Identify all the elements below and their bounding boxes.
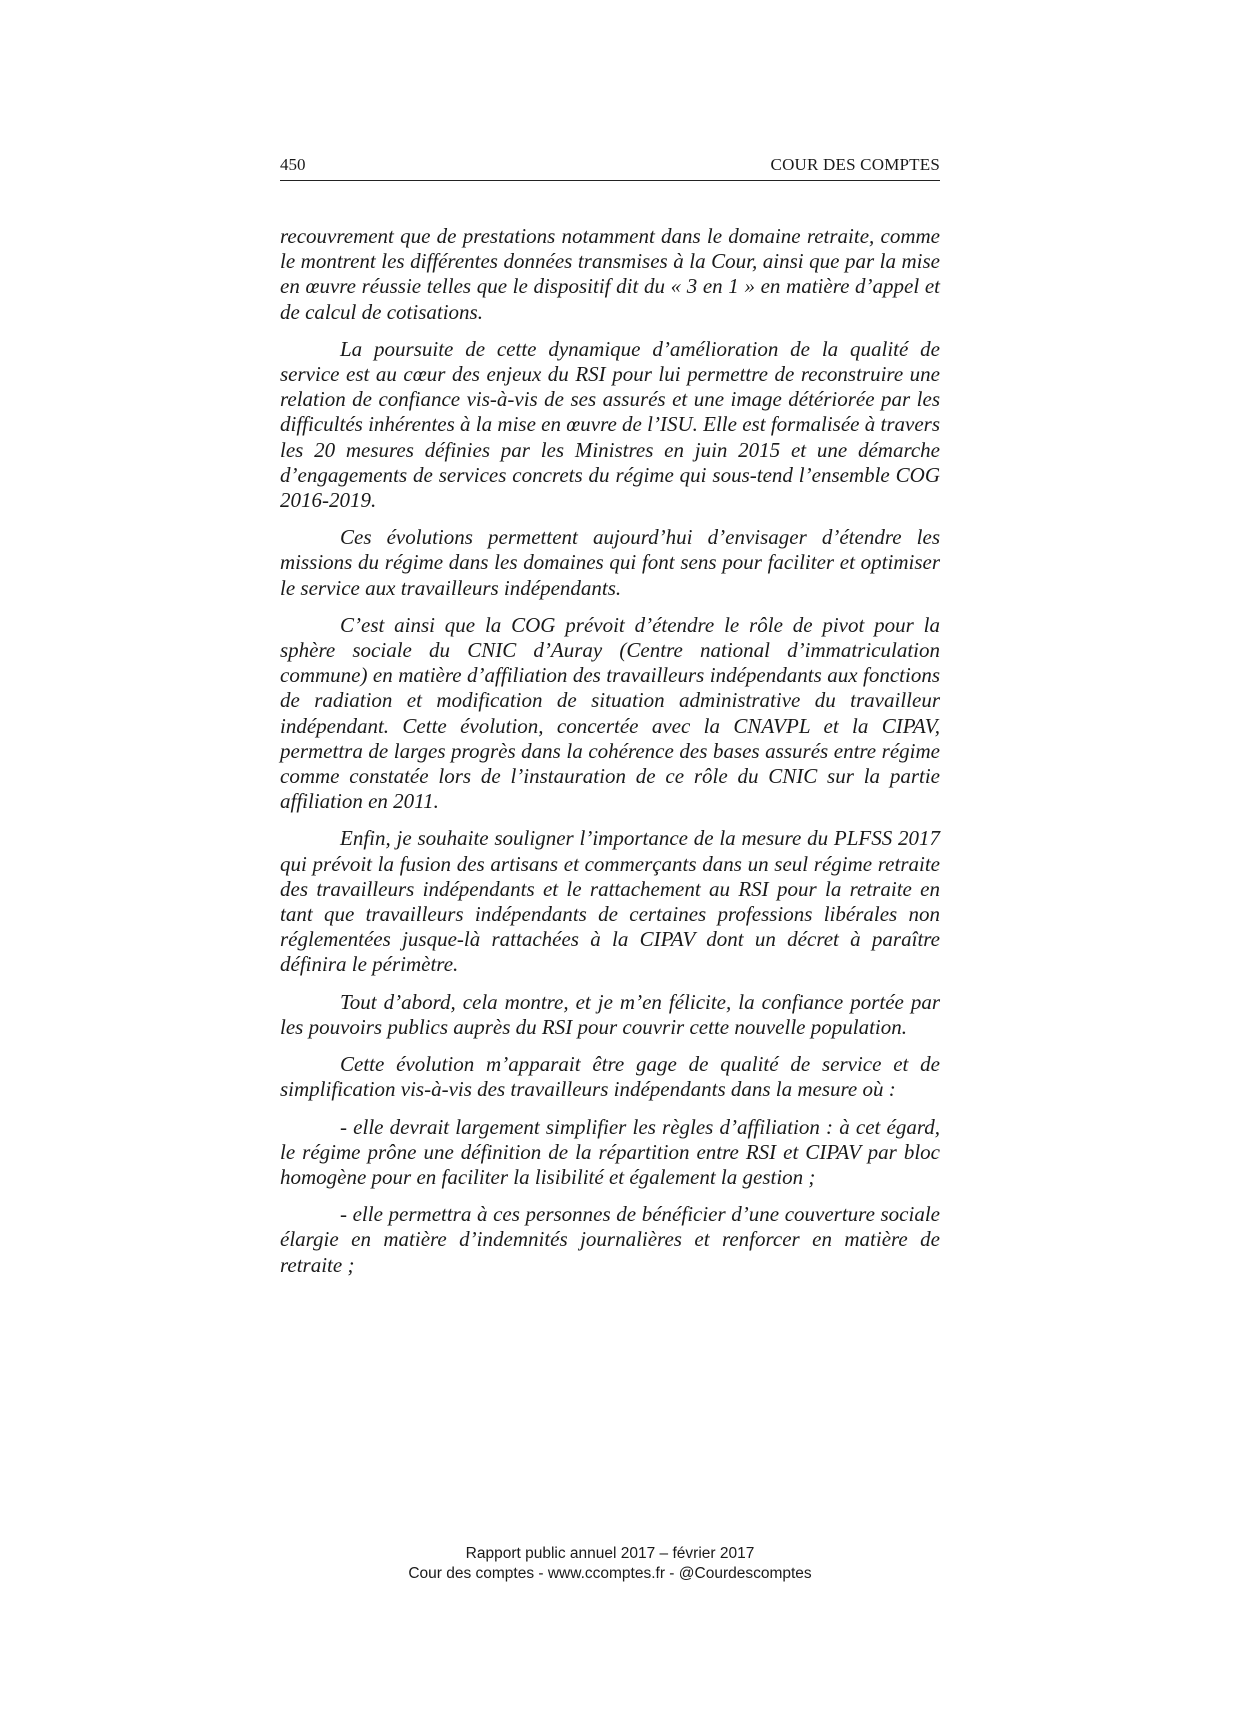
body-text — [280, 224, 940, 1290]
page-number: 450 — [280, 155, 306, 174]
paragraph: Tout d’abord, cela montre, et je m’en félicite, la confiance portée par les pouvoirs publics auprès du RSI pour couvrir cette nouvelle population. — [280, 989, 940, 1039]
list-item: - elle permettra à ces personnes de bénéficier d’une couverture sociale élargie en matière d’indemnités journalières et renforcer en matière de retraite ; — [280, 1202, 940, 1277]
paragraph: La poursuite de cette dynamique d’amélioration de la qualité de service est au cœur des enjeux du RSI pour lui permettre de reconstruire une relation de confiance vis-à-vis de ses assurés et une image détériorée par les difficultés inhérentes à la mise en œuvre de l’ISU. Elle est formalisée à travers les 20 mesures définies par les Ministres en juin 2015 et une démarche d’engagements de services concrets du régime qui sous-tend l’ensemble COG 2016-2019. — [280, 336, 940, 513]
paragraph: recouvrement que de prestations notamment dans le domaine retraite, comme le montrent les différentes données transmises à la Cour, ainsi que par la mise en œuvre réussie telles que le dispositif dit du « 3 en 1 » en matière d’appel et de calcul de cotisations. — [280, 224, 940, 324]
page-header — [280, 150, 940, 181]
list-item: - elle devrait largement simplifier les règles d’affiliation : à cet égard, le régime prône une définition de la répartition entre RSI et CIPAV par bloc homogène pour en faciliter la lisibilité et également la gestion ; — [280, 1114, 940, 1189]
paragraph: Enfin, je souhaite souligner l’importance de la mesure du PLFSS 2017 qui prévoit la fusion des artisans et commerçants dans un seul régime retraite des travailleurs indépendants et le rattachement au RSI pour la retraite en tant que travailleurs indépendants de certaines professions libérales non réglementées jusque-là rattachées à la CIPAV dont un décret à paraître définira le périmètre. — [280, 826, 940, 977]
paragraph: Ces évolutions permettent aujourd’hui d’envisager d’étendre les missions du régime dans les domaines qui font sens pour faciliter et optimiser le service aux travailleurs indépendants. — [280, 525, 940, 600]
paragraph: C’est ainsi que la COG prévoit d’étendre le rôle de pivot pour la sphère sociale du CNIC d’Auray (Centre national d’immatriculation commune) en matière d’affiliation des travailleurs indépendants aux fonctions de radiation et modification de situation administrative du travailleur indépendant. Cette évolution, concertée avec la CNAVPL et la CIPAV, permettra de larges progrès dans la cohérence des bases assurés entre régime comme constatée lors de l’instauration de ce rôle du CNIC sur la partie affiliation en 2011. — [280, 612, 940, 814]
footer-report-title: Rapport public annuel 2017 – février 2017 — [465, 1545, 755, 1562]
paragraph: Cette évolution m’apparait être gage de qualité de service et de simplification vis-à-vis des travailleurs indépendants dans la mesure où : — [280, 1052, 940, 1102]
running-title: COUR DES COMPTES — [770, 155, 940, 174]
footer-publisher: Cour des comptes - www.ccomptes.fr - @Courdescomptes — [408, 1565, 812, 1582]
page-footer — [280, 1544, 940, 1584]
